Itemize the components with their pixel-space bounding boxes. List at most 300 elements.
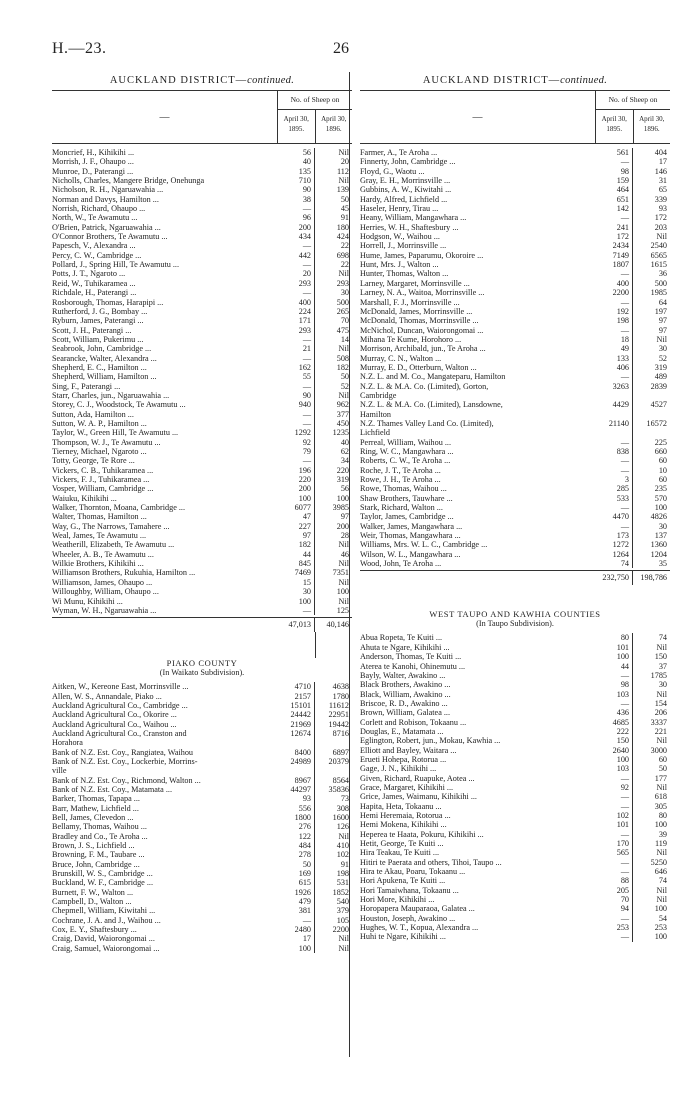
table-row bbox=[360, 447, 670, 456]
owner-name: Hodgson, W., Waihou ... bbox=[360, 232, 440, 242]
col-1895-header: April 30, 1895. bbox=[278, 110, 316, 143]
owner-name: Vickers, F. J., Tuhikaramea ... bbox=[52, 475, 150, 485]
sheep-1896: 508 bbox=[336, 353, 349, 363]
sheep-1895: — bbox=[596, 157, 633, 166]
sheep-1895 bbox=[596, 410, 633, 419]
table-row bbox=[360, 886, 670, 895]
owner-name: Gubbins, A. W., Kiwitahi ... bbox=[360, 185, 452, 195]
owner-name: McDonald, James, Morrinsville ... bbox=[360, 306, 473, 316]
table-row bbox=[360, 662, 670, 671]
sheep-1895: — bbox=[278, 410, 315, 419]
table-row bbox=[52, 897, 352, 906]
table-row bbox=[52, 934, 352, 943]
owner-name: Pollard, J., Spring Hill, Te Awamutu ... bbox=[52, 260, 180, 270]
table-row bbox=[52, 794, 352, 803]
table-row bbox=[360, 699, 670, 708]
sheep-1896: 3337 bbox=[650, 717, 667, 727]
owner-name: Williamson, James, Ohaupo ... bbox=[52, 577, 153, 587]
sheep-1895: 241 bbox=[596, 223, 633, 232]
owner-name: Heperea te Haata, Pokuru, Kihikihi ... bbox=[360, 829, 484, 839]
table-row bbox=[52, 522, 352, 531]
sheep-1896: 253 bbox=[654, 923, 667, 933]
table-row bbox=[52, 456, 352, 465]
table-row bbox=[360, 839, 670, 848]
sheep-1895: 565 bbox=[596, 848, 633, 857]
sheep-1895: 88 bbox=[596, 876, 633, 885]
sheep-1895: 1807 bbox=[596, 260, 633, 269]
sheep-1895: 2480 bbox=[278, 925, 315, 934]
right-column bbox=[360, 72, 670, 942]
sheep-1895: 56 bbox=[278, 148, 315, 157]
owner-name: Horahora bbox=[52, 738, 83, 748]
owner-name: Percy, C. W., Cambridge ... bbox=[52, 250, 142, 260]
owner-name: Briscoe, R. D., Awakino ... bbox=[360, 698, 448, 708]
sheep-1895: 1272 bbox=[596, 540, 633, 549]
sheep-1895: 4470 bbox=[596, 512, 633, 521]
owner-name: Potts, J. T., Ngaroto ... bbox=[52, 269, 126, 279]
sheep-1896: 100 bbox=[654, 820, 667, 830]
page-code: H.—23. bbox=[52, 40, 107, 57]
sheep-1896: 46 bbox=[340, 549, 349, 559]
sheep-1896: 319 bbox=[336, 475, 349, 485]
sheep-1896: 4638 bbox=[332, 682, 349, 692]
owner-name: Hori More, Kihikihi ... bbox=[360, 895, 435, 905]
table-row bbox=[360, 932, 670, 941]
table-row bbox=[52, 578, 352, 587]
sheep-1896: 410 bbox=[336, 841, 349, 851]
owner-name: Craig, David, Waiorongomai ... bbox=[52, 934, 155, 944]
sheep-1895: 556 bbox=[278, 804, 315, 813]
sheep-1895: 200 bbox=[278, 484, 315, 493]
owner-name: Barker, Thomas, Tapapa ... bbox=[52, 794, 140, 804]
owner-name: Lichfield bbox=[360, 428, 391, 438]
owner-name: Houston, Joseph, Awakino ... bbox=[360, 913, 456, 923]
sheep-1895: 182 bbox=[278, 540, 315, 549]
sheep-1896: 105 bbox=[336, 915, 349, 925]
owner-name: Erueti Hohepa, Rotorua ... bbox=[360, 754, 447, 764]
table-row bbox=[360, 764, 670, 773]
sheep-1895: 100 bbox=[278, 494, 315, 503]
sheep-1896: 7351 bbox=[332, 568, 349, 578]
table-row bbox=[360, 185, 670, 194]
sheep-1896: 52 bbox=[340, 381, 349, 391]
owner-name: Burnett, F. W., Walton ... bbox=[52, 887, 134, 897]
owner-name: Craig, Samuel, Waiorongomai ... bbox=[52, 943, 160, 953]
sheep-1896: 660 bbox=[654, 447, 667, 456]
sheep-1895: 90 bbox=[278, 185, 315, 194]
table-row bbox=[52, 316, 352, 325]
sheep-1895: 100 bbox=[596, 652, 633, 661]
owner-name: Starr, Charles, jun., Ngaruawahia ... bbox=[52, 390, 170, 400]
sheep-1896: 100 bbox=[654, 932, 667, 942]
owner-name: Taylor, James, Cambridge ... bbox=[360, 512, 454, 522]
left-column-title: AUCKLAND DISTRICT—continued. bbox=[109, 75, 295, 86]
table-row bbox=[52, 382, 352, 391]
sheep-1896: 19442 bbox=[328, 719, 349, 729]
owner-name: Rutherford, J. G., Bombay ... bbox=[52, 306, 148, 316]
table-row bbox=[360, 223, 670, 232]
owner-name: Douglas, E., Matamata ... bbox=[360, 726, 444, 736]
owner-name: Bank of N.Z. Est. Coy., Richmond, Walton ... bbox=[52, 775, 201, 785]
sheep-1896: 198 bbox=[336, 869, 349, 879]
sheep-1896: Nil bbox=[656, 895, 667, 905]
table-row bbox=[360, 326, 670, 335]
sheep-1896: 70 bbox=[340, 316, 349, 326]
sheep-1895: 21140 bbox=[596, 419, 633, 428]
sheep-1895: 15101 bbox=[278, 701, 315, 710]
sheep-1896: 45 bbox=[340, 204, 349, 214]
table-row bbox=[52, 344, 352, 353]
sheep-1895: 615 bbox=[278, 878, 315, 887]
sheep-1895: 98 bbox=[596, 167, 633, 176]
table-row bbox=[52, 860, 352, 869]
sheep-1895: 4685 bbox=[596, 718, 633, 727]
table-row bbox=[360, 438, 670, 447]
owner-name: Horopapera Mauparaoa, Galatea ... bbox=[360, 904, 475, 914]
sheep-1895: 1292 bbox=[278, 428, 315, 437]
owner-name: Weatherill, Elizabeth, Te Awamutu ... bbox=[52, 540, 175, 550]
sheep-1896: 319 bbox=[654, 362, 667, 372]
owner-name: Papesch, V., Alexandra ... bbox=[52, 241, 136, 251]
owner-name: N.Z. L. & M.A. Co. (Limited), Lansdowne, bbox=[360, 400, 503, 410]
sheep-1895: 74 bbox=[596, 559, 633, 568]
sheep-1896: Nil bbox=[656, 885, 667, 895]
owner-name: Weir, Thomas, Mangawhara ... bbox=[360, 531, 461, 541]
table-row bbox=[52, 410, 352, 419]
sheep-1896: Nil bbox=[338, 559, 349, 569]
sheep-1896: 404 bbox=[654, 148, 667, 157]
col-1895-header: April 30, 1895. bbox=[596, 110, 634, 143]
owner-name: Richdale, H., Paterangi ... bbox=[52, 288, 137, 298]
sheep-1895: — bbox=[278, 382, 315, 391]
owner-name: Walker, Thornton, Moana, Cambridge ... bbox=[52, 503, 186, 513]
sheep-1896: 1235 bbox=[332, 428, 349, 438]
sheep-1895: 196 bbox=[278, 466, 315, 475]
sheep-1896: 540 bbox=[336, 897, 349, 907]
owner-name: Weal, James, Te Awamutu ... bbox=[52, 531, 147, 541]
sheep-1896: 91 bbox=[340, 859, 349, 869]
table-row bbox=[52, 503, 352, 512]
owner-name: Gage, J. N., Kihikihi ... bbox=[360, 764, 437, 774]
sheep-1895: 8967 bbox=[278, 776, 315, 785]
sheep-1896: Nil bbox=[656, 848, 667, 858]
right-rows-2 bbox=[360, 629, 670, 941]
sheep-1895 bbox=[596, 391, 633, 400]
table-row bbox=[360, 279, 670, 288]
sheep-1895: 17 bbox=[278, 934, 315, 943]
sheep-1896: 235 bbox=[654, 484, 667, 494]
sheep-1895: — bbox=[596, 867, 633, 876]
owner-name: Hori Tamaiwhana, Tokaanu ... bbox=[360, 885, 459, 895]
table-row bbox=[360, 792, 670, 801]
sheep-1895: — bbox=[278, 606, 315, 615]
sheep-1895: — bbox=[596, 699, 633, 708]
owner-name: Cambridge bbox=[360, 390, 397, 400]
table-row bbox=[52, 531, 352, 540]
section-title: PIAKO COUNTY bbox=[166, 658, 238, 669]
table-row bbox=[360, 213, 670, 222]
sheep-1896: 20379 bbox=[328, 756, 349, 766]
table-row bbox=[52, 925, 352, 934]
table-row bbox=[52, 400, 352, 409]
owner-name: Ryburn, James, Paterangi ... bbox=[52, 316, 144, 326]
table-row bbox=[52, 148, 352, 157]
sheep-1895: — bbox=[596, 438, 633, 447]
sheep-1896: Nil bbox=[338, 540, 349, 550]
right-total bbox=[360, 570, 670, 585]
sheep-1895 bbox=[278, 766, 315, 775]
sheep-1896: 6897 bbox=[332, 747, 349, 757]
table-row bbox=[52, 944, 352, 953]
owner-name: Wyman, W. H., Ngaruawahia ... bbox=[52, 605, 157, 615]
table-row bbox=[52, 766, 352, 775]
owner-name: Corlett and Robison, Tokaanu ... bbox=[360, 717, 467, 727]
sheep-1895: 192 bbox=[596, 307, 633, 316]
sheep-1896: 646 bbox=[654, 867, 667, 877]
owner-name: Shepherd, William, Hamilton ... bbox=[52, 372, 157, 382]
table-row bbox=[52, 438, 352, 447]
sheep-1895 bbox=[596, 428, 633, 437]
table-row bbox=[360, 344, 670, 353]
table-row bbox=[52, 692, 352, 701]
sheep-1895: 30 bbox=[278, 587, 315, 596]
table-row bbox=[360, 522, 670, 531]
table-row bbox=[52, 559, 352, 568]
sheep-1896: 14 bbox=[340, 334, 349, 344]
table-row bbox=[52, 878, 352, 887]
sheep-1896: 35836 bbox=[328, 784, 349, 794]
owner-name: Hughes, W. T., Kopua, Alexandra ... bbox=[360, 923, 479, 933]
table-row bbox=[360, 746, 670, 755]
owner-name: N.Z. Thames Valley Land Co. (Limited), bbox=[360, 418, 494, 428]
sheep-1896: 97 bbox=[658, 325, 667, 335]
sheep-1896: 4826 bbox=[650, 512, 667, 522]
owner-name: Ring, W. C., Mangawhara ... bbox=[360, 447, 454, 456]
sheep-1896: Nil bbox=[338, 176, 349, 186]
sheep-1895: 6077 bbox=[278, 503, 315, 512]
table-row bbox=[52, 494, 352, 503]
table-row bbox=[52, 288, 352, 297]
owner-name: Norman and Davys, Hamilton ... bbox=[52, 194, 159, 204]
owner-name: Bank of N.Z. Est. Coy., Rangiatea, Waihou bbox=[52, 747, 194, 757]
table-row bbox=[360, 531, 670, 540]
sheep-1896: 962 bbox=[336, 400, 349, 410]
sheep-1896 bbox=[633, 391, 670, 400]
sheep-1896: 30 bbox=[658, 344, 667, 354]
sheep-1895: 4429 bbox=[596, 400, 633, 409]
sheep-1895: 434 bbox=[278, 232, 315, 241]
sheep-1895: 92 bbox=[596, 783, 633, 792]
sheep-1895: — bbox=[278, 456, 315, 465]
owner-name: Aterea te Kanohi, Ohinemutu ... bbox=[360, 661, 466, 671]
owner-name: Morrish, J. F., Ohaupo ... bbox=[52, 157, 134, 167]
sheep-1895: 98 bbox=[596, 680, 633, 689]
sheep-1895: 198 bbox=[596, 316, 633, 325]
table-row bbox=[52, 326, 352, 335]
sheep-1896: 424 bbox=[336, 232, 349, 242]
table-row bbox=[52, 279, 352, 288]
sheep-1895: — bbox=[596, 802, 633, 811]
table-row bbox=[52, 484, 352, 493]
sheep-1896: Nil bbox=[656, 232, 667, 242]
sheep-1896: 39 bbox=[658, 829, 667, 839]
sheep-1896: 225 bbox=[654, 437, 667, 447]
sheep-1896: 8716 bbox=[332, 728, 349, 738]
sheep-1895: 406 bbox=[596, 363, 633, 372]
sheep-1896: 93 bbox=[658, 204, 667, 214]
table-row bbox=[52, 195, 352, 204]
sheep-1896: 1785 bbox=[650, 670, 667, 680]
table-row bbox=[52, 738, 352, 747]
sheep-1896: 3000 bbox=[650, 745, 667, 755]
sheep-1896: 154 bbox=[654, 698, 667, 708]
sheep-1896: 97 bbox=[658, 316, 667, 326]
owner-name: Hamilton bbox=[360, 409, 391, 419]
sheep-1896: 220 bbox=[336, 465, 349, 475]
table-row bbox=[52, 841, 352, 850]
owner-name: Mihana Te Kume, Horohoro ... bbox=[360, 334, 462, 344]
sheep-1895: — bbox=[596, 671, 633, 680]
sheep-count-header: No. of Sheep on bbox=[596, 91, 670, 110]
sheep-1896: 146 bbox=[654, 166, 667, 176]
table-row bbox=[52, 372, 352, 381]
sheep-1896: 50 bbox=[340, 194, 349, 204]
sheep-1895: 8400 bbox=[278, 748, 315, 757]
owner-name: Gray, E. H., Morrinsville ... bbox=[360, 176, 451, 186]
total-1895: 232,750 bbox=[596, 571, 633, 585]
sheep-1896 bbox=[633, 410, 670, 419]
owner-name: Shaw Brothers, Tauwhare ... bbox=[360, 493, 453, 503]
table-row bbox=[360, 167, 670, 176]
sheep-1895: 3 bbox=[596, 475, 633, 484]
table-row bbox=[52, 888, 352, 897]
table-row bbox=[360, 157, 670, 166]
sheep-1895: 293 bbox=[278, 279, 315, 288]
sheep-1896: 1204 bbox=[650, 549, 667, 559]
table-row bbox=[360, 241, 670, 250]
sheep-1895: — bbox=[596, 830, 633, 839]
table-row bbox=[360, 708, 670, 717]
sheep-1895: — bbox=[596, 213, 633, 222]
sheep-1896: 570 bbox=[654, 493, 667, 503]
table-row bbox=[52, 587, 352, 596]
sheep-1896: 8564 bbox=[332, 775, 349, 785]
owner-name: Heany, William, Mangawhara ... bbox=[360, 213, 467, 223]
owner-name: Stark, Richard, Walton ... bbox=[360, 503, 443, 513]
table-row bbox=[52, 748, 352, 757]
sheep-1895: — bbox=[596, 858, 633, 867]
sheep-1896: Nil bbox=[338, 269, 349, 279]
table-row bbox=[360, 251, 670, 260]
page-number: 26 bbox=[333, 40, 349, 57]
sheep-1895: 18 bbox=[596, 335, 633, 344]
table-row bbox=[360, 382, 670, 391]
sheep-1895: — bbox=[278, 288, 315, 297]
right-rows bbox=[360, 144, 670, 568]
table-row bbox=[360, 895, 670, 904]
sheep-1896: 112 bbox=[337, 166, 349, 176]
sheep-1895: 70 bbox=[596, 895, 633, 904]
table-row bbox=[52, 298, 352, 307]
sheep-1895: 484 bbox=[278, 841, 315, 850]
table-row bbox=[52, 447, 352, 456]
sheep-1896: 450 bbox=[336, 418, 349, 428]
table-row bbox=[360, 848, 670, 857]
owner-name: Wheeler, A. B., Te Awamutu ... bbox=[52, 549, 154, 559]
table-row bbox=[52, 869, 352, 878]
owner-name: Bruce, John, Cambridge ... bbox=[52, 859, 140, 869]
sheep-1895: 400 bbox=[596, 279, 633, 288]
table-row bbox=[360, 307, 670, 316]
table-row bbox=[360, 410, 670, 419]
table-row bbox=[52, 804, 352, 813]
table-row bbox=[360, 148, 670, 157]
sheep-1896: Nil bbox=[656, 736, 667, 746]
sheep-1895: — bbox=[596, 914, 633, 923]
sheep-1896: 36 bbox=[658, 269, 667, 279]
table-row bbox=[360, 867, 670, 876]
table-row bbox=[360, 690, 670, 699]
left-table-header bbox=[52, 90, 352, 144]
sheep-1895: 1264 bbox=[596, 550, 633, 559]
table-row bbox=[52, 251, 352, 260]
owner-name: Hunter, Thomas, Walton ... bbox=[360, 269, 449, 279]
owner-name: O'Brien, Patrick, Ngaruawahia ... bbox=[52, 222, 161, 232]
owner-name: North, W., Te Awamutu ... bbox=[52, 213, 138, 223]
owner-name: McNichol, Duncan, Waiorongomai ... bbox=[360, 325, 484, 335]
owner-name: O'Connor Brothers, Te Awamutu ... bbox=[52, 232, 168, 242]
sheep-1896: 180 bbox=[336, 222, 349, 232]
table-row bbox=[52, 185, 352, 194]
table-row bbox=[52, 776, 352, 785]
sheep-1895: — bbox=[278, 354, 315, 363]
table-row bbox=[360, 904, 670, 913]
owner-name: ville bbox=[52, 766, 67, 776]
owner-name: Given, Richard, Ruapuke, Aotea ... bbox=[360, 773, 475, 783]
section-subtitle: (In Taupo Subdivision). bbox=[476, 619, 554, 629]
owner-name: Rowe, J. H., Te Aroha ... bbox=[360, 475, 441, 485]
table-row bbox=[52, 813, 352, 822]
sheep-1895: — bbox=[596, 503, 633, 512]
sheep-1895: 44297 bbox=[278, 785, 315, 794]
owner-name: Auckland Agricultural Co., Cranston and bbox=[52, 728, 187, 738]
table-row bbox=[360, 428, 670, 437]
sheep-1895: — bbox=[278, 260, 315, 269]
total-1895: 47,013 bbox=[278, 618, 315, 632]
owner-name: Black, William, Awakino ... bbox=[360, 689, 451, 699]
sheep-1896: 16572 bbox=[646, 418, 667, 428]
sheep-1896: 308 bbox=[336, 803, 349, 813]
table-row bbox=[52, 822, 352, 831]
sheep-1896: 305 bbox=[654, 801, 667, 811]
table-row bbox=[52, 354, 352, 363]
table-row bbox=[360, 550, 670, 559]
owner-name: Wi Munu, Kihikihi ... bbox=[52, 596, 123, 606]
table-row bbox=[52, 475, 352, 484]
right-table-header bbox=[360, 90, 670, 144]
table-row bbox=[360, 802, 670, 811]
table-row bbox=[360, 176, 670, 185]
total-1896: 198,786 bbox=[640, 573, 667, 583]
sheep-1895: 464 bbox=[596, 185, 633, 194]
table-row bbox=[360, 494, 670, 503]
sheep-1895: — bbox=[596, 774, 633, 783]
owner-name: Elliott and Bayley, Waitara ... bbox=[360, 745, 457, 755]
sheep-1895: — bbox=[278, 335, 315, 344]
sheep-1896: 177 bbox=[654, 773, 667, 783]
owner-name: Seabrook, John, Cambridge ... bbox=[52, 344, 152, 354]
sheep-1896: 172 bbox=[654, 213, 667, 223]
